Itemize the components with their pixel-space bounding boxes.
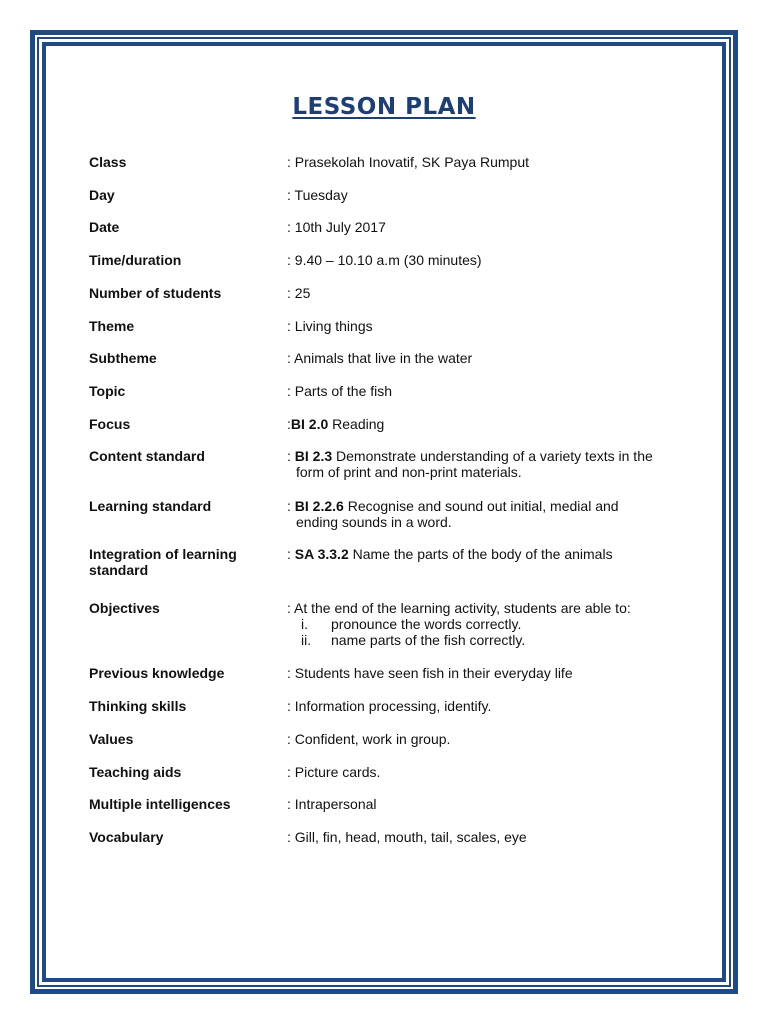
row-value: : Tuesday [287,187,348,203]
row-value: : 25 [287,285,311,301]
row-value: : Intrapersonal [287,796,377,812]
row-value: : SA 3.3.2 Name the parts of the body of the animals [287,546,613,562]
row-label: Class [89,154,127,170]
row-label: Values [89,731,134,747]
row-label: Objectives [89,600,160,616]
row-label: Integration of learning standard [89,546,237,578]
row-value: : 9.40 – 10.10 a.m (30 minutes) [287,252,482,268]
row-value: : Picture cards. [287,764,381,780]
row-value: : Gill, fin, head, mouth, tail, scales, eye [287,829,527,845]
row-label: Thinking skills [89,698,187,714]
row-label: Learning standard [89,498,212,514]
page-title: LESSON PLAN [292,94,476,120]
row-label: Date [89,219,120,235]
objective-item: i. pronounce the words correctly. [301,616,522,632]
row-value: : Information processing, identify. [287,698,492,714]
row-value: : Prasekolah Inovatif, SK Paya Rumput [287,154,530,170]
row-label: Multiple intelligences [89,796,231,812]
row-value: : At the end of the learning activity, students are able to: i. pronounce the words correctly. ii. name parts of the fish correctly. [287,600,667,648]
row-value: : BI 2.3 Demonstrate understanding of a variety texts in the form of print and non-print materials. [287,448,653,480]
row-value: : Living things [287,318,373,334]
row-label: Theme [89,318,135,334]
row-label: Vocabulary [89,829,164,845]
row-label: Number of students [89,285,222,301]
row-value: : Parts of the fish [287,383,393,399]
row-value: : BI 2.2.6 Recognise and sound out initial, medial and ending sounds in a word. [287,498,619,530]
row-label: Previous knowledge [89,665,225,681]
row-value: : 10th July 2017 [287,219,386,235]
row-label: Day [89,187,115,203]
row-value: :BI 2.0 Reading [287,416,385,432]
row-label: Content standard [89,448,205,464]
objective-item: ii. name parts of the fish correctly. [301,632,526,648]
row-label: Subtheme [89,350,157,366]
row-value: : Confident, work in group. [287,731,451,747]
row-value: : Animals that live in the water [287,350,473,366]
row-label: Teaching aids [89,764,182,780]
row-label: Topic [89,383,126,399]
row-value: : Students have seen fish in their everyday life [287,665,573,681]
row-label: Focus [89,416,131,432]
row-label: Time/duration [89,252,182,268]
